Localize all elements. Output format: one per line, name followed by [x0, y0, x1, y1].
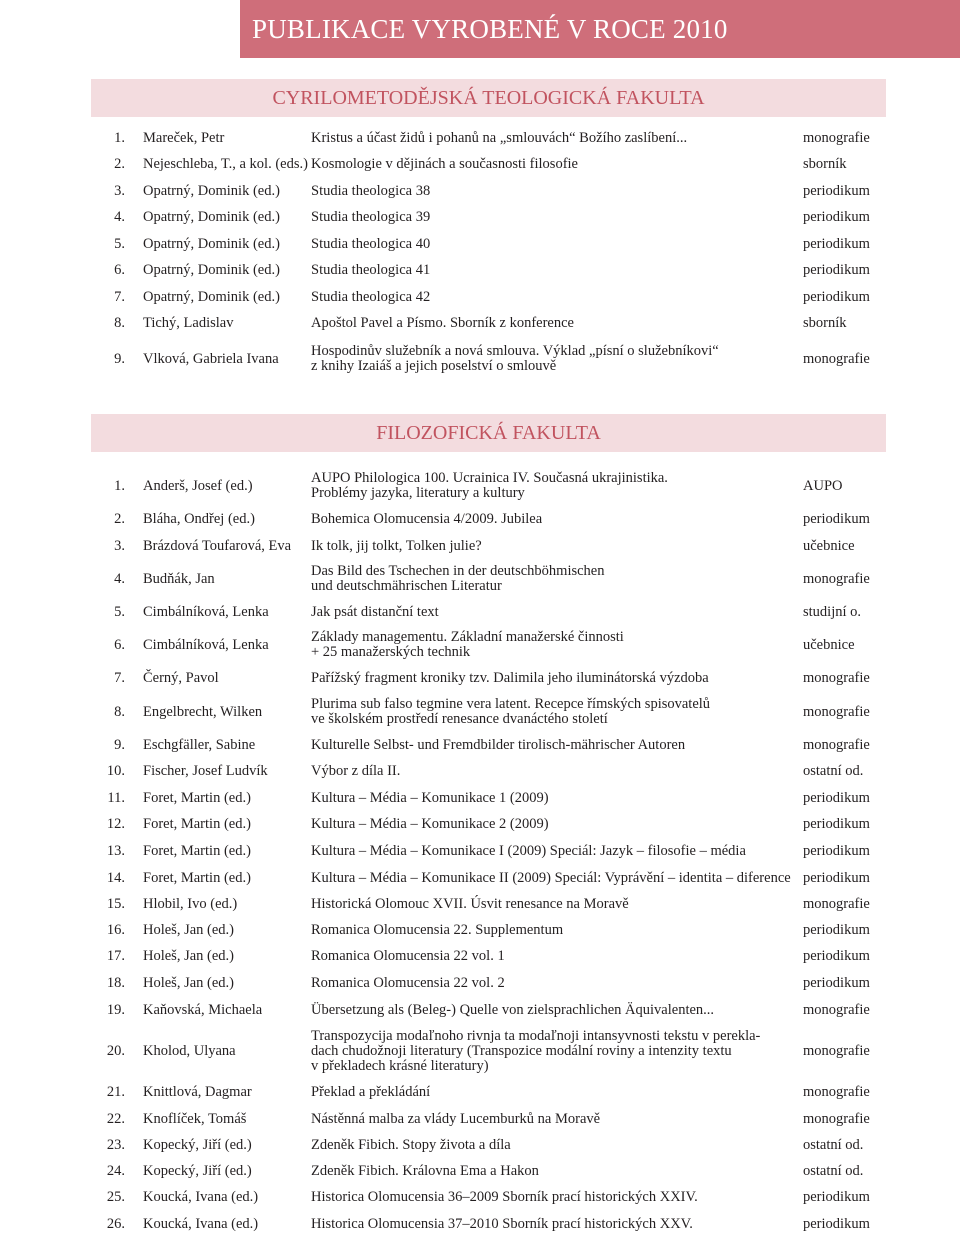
- row-title: [311, 817, 796, 832]
- row-title-line: Historica Olomucensia 36–2009 Sborník prací historických XXIV.: [311, 1188, 698, 1205]
- row-number: 4.: [114, 570, 125, 587]
- row-type: periodikum: [803, 182, 870, 199]
- row-number: 4.: [114, 208, 125, 225]
- row-type: periodikum: [803, 1215, 870, 1232]
- row-number: 17.: [106, 947, 125, 964]
- row-type: učebnice: [803, 636, 855, 653]
- row-title: [311, 184, 796, 199]
- row-number: 24.: [106, 1162, 125, 1179]
- row-title: [311, 1138, 796, 1153]
- row-author: Opatrný, Dominik (ed.): [143, 208, 280, 225]
- row-title: [311, 671, 796, 686]
- row-title-line: und deutschmährischen Literatur: [311, 578, 502, 594]
- row-title-line: z knihy Izaiáš a jejich poselství o smlouvě: [311, 358, 557, 374]
- row-title-line: Nástěnná malba za vlády Lucemburků na Moravě: [311, 1110, 601, 1127]
- row-title-line: Historická Olomouc XVII. Úsvit renesance na Moravě: [311, 895, 629, 912]
- row-number: 26.: [106, 1215, 125, 1232]
- row-author: Hlobil, Ivo (ed.): [143, 895, 238, 912]
- row-type: monografie: [803, 1110, 870, 1127]
- row-author: Koucká, Ivana (ed.): [143, 1188, 259, 1205]
- row-type: monografie: [803, 129, 870, 146]
- row-author: Koucká, Ivana (ed.): [143, 1215, 259, 1232]
- row-type: periodikum: [803, 261, 870, 278]
- row-author: Opatrný, Dominik (ed.): [143, 261, 280, 278]
- row-title: [311, 344, 796, 374]
- row-title-line: Kultura – Média – Komunikace I (2009) Speciál: Jazyk – filosofie – média: [311, 842, 746, 859]
- row-title-line: Problémy jazyka, literatury a kultury: [311, 485, 525, 501]
- row-type: monografie: [803, 669, 870, 686]
- row-title-line: Studia theologica 41: [311, 261, 431, 278]
- row-title: [311, 897, 796, 912]
- row-title-line: Apoštol Pavel a Písmo. Sborník z konference: [311, 314, 574, 331]
- row-number: 6.: [114, 261, 125, 278]
- row-title-line: Romanica Olomucensia 22. Supplementum: [311, 921, 564, 938]
- row-author: Holeš, Jan (ed.): [143, 974, 235, 991]
- row-author: Vlková, Gabriela Ivana: [143, 350, 279, 367]
- row-title-line: Ik tolk, jij tolkt, Tolken julie?: [311, 537, 482, 554]
- row-author: Budňák, Jan: [143, 570, 215, 587]
- row-title: [311, 539, 796, 554]
- row-title: [311, 512, 796, 527]
- row-title: [311, 697, 796, 727]
- row-title-line: Romanica Olomucensia 22 vol. 2: [311, 974, 505, 991]
- row-type: učebnice: [803, 537, 855, 554]
- row-title: [311, 738, 796, 753]
- row-type: sborník: [803, 155, 847, 172]
- row-type: periodikum: [803, 921, 870, 938]
- row-type: monografie: [803, 350, 870, 367]
- row-number: 2.: [114, 155, 125, 172]
- row-type: periodikum: [803, 510, 870, 527]
- row-number: 19.: [106, 1001, 125, 1018]
- row-type: monografie: [803, 1083, 870, 1100]
- row-author: Kopecký, Jiří (ed.): [143, 1136, 252, 1153]
- row-title-line: Jak psát distanční text: [311, 603, 439, 620]
- row-type: AUPO: [803, 477, 843, 494]
- row-author: Fischer, Josef Ludvík: [143, 762, 268, 779]
- row-title: [311, 290, 796, 305]
- row-number: 5.: [114, 235, 125, 252]
- row-number: 6.: [114, 636, 125, 653]
- row-title-line: Výbor z díla II.: [311, 762, 401, 779]
- row-author: Foret, Martin (ed.): [143, 869, 251, 886]
- row-number: 11.: [107, 789, 125, 806]
- row-author: Knoflíček, Tomáš: [143, 1110, 247, 1127]
- row-title-line: Kosmologie v dějinách a současnosti filosofie: [311, 155, 578, 172]
- row-type: periodikum: [803, 208, 870, 225]
- row-author: Černý, Pavol: [143, 669, 219, 686]
- row-type: monografie: [803, 570, 870, 587]
- row-title-line: + 25 manažerských technik: [311, 644, 471, 660]
- row-number: 5.: [114, 603, 125, 620]
- row-title-line: Kulturelle Selbst- und Fremdbilder tirolisch-mährischer Autoren: [311, 736, 686, 753]
- row-title: [311, 949, 796, 964]
- row-title-line: dach chudožnoji literatury (Transpozice modální roviny a intenzity textu: [311, 1042, 732, 1059]
- row-author: Kaňovská, Michaela: [143, 1001, 263, 1018]
- row-title: [311, 764, 796, 779]
- row-author: Holeš, Jan (ed.): [143, 921, 235, 938]
- row-type: periodikum: [803, 842, 870, 859]
- row-title: [311, 791, 796, 806]
- row-author: Bláha, Ondřej (ed.): [143, 510, 255, 527]
- row-author: Engelbrecht, Wilken: [143, 703, 263, 720]
- row-number: 3.: [114, 182, 125, 199]
- page-title: PUBLIKACE VYROBENÉ V ROCE 2010: [252, 14, 728, 44]
- row-type: monografie: [803, 703, 870, 720]
- row-title: [311, 1029, 796, 1074]
- row-title-line: Hospodinův služebník a nová smlouva. Výklad „písní o služebníkovi“: [311, 343, 719, 359]
- row-title-line: Historica Olomucensia 37–2010 Sborník prací historických XXV.: [311, 1215, 693, 1232]
- row-title: [311, 844, 796, 859]
- row-title: [311, 976, 796, 991]
- row-number: 18.: [106, 974, 125, 991]
- row-type: monografie: [803, 1001, 870, 1018]
- row-number: 1.: [114, 477, 125, 494]
- row-author: Nejeschleba, T., a kol. (eds.): [143, 155, 308, 172]
- row-title-line: AUPO Philologica 100. Ucrainica IV. Současná ukrajinistika.: [311, 470, 668, 486]
- row-number: 23.: [106, 1136, 125, 1153]
- row-type: periodikum: [803, 288, 870, 305]
- row-number: 21.: [106, 1083, 125, 1100]
- row-title-line: Kristus a účast židů i pohanů na „smlouvách“ Božího zaslíbení...: [311, 129, 688, 146]
- row-author: Holeš, Jan (ed.): [143, 947, 235, 964]
- row-number: 22.: [106, 1110, 125, 1127]
- row-title: [311, 157, 796, 172]
- row-title-line: Kultura – Média – Komunikace II (2009) Speciál: Vyprávění – identita – diference: [311, 869, 791, 886]
- row-title-line: Transpozycija modaľnoho rivnja ta modaľnoji intansyvnosti tekstu v perekla-: [311, 1027, 761, 1044]
- row-author: Cimbálníková, Lenka: [143, 603, 269, 620]
- row-number: 25.: [106, 1188, 125, 1205]
- row-title-line: Studia theologica 42: [311, 288, 431, 305]
- row-type: monografie: [803, 736, 870, 753]
- row-title: [311, 1190, 796, 1205]
- row-title: [311, 1164, 796, 1179]
- row-author: Anderš, Josef (ed.): [143, 477, 253, 494]
- row-title-line: v překladech krásné literatury): [311, 1057, 489, 1074]
- section-header-ctf: [91, 79, 886, 117]
- row-number: 9.: [114, 350, 125, 367]
- row-title-line: Das Bild des Tschechen in der deutschböhmischen: [311, 563, 605, 579]
- row-number: 15.: [106, 895, 125, 912]
- row-number: 7.: [114, 288, 125, 305]
- row-number: 13.: [106, 842, 125, 859]
- row-title: [311, 923, 796, 938]
- row-title-line: Übersetzung als (Beleg-) Quelle von zielsprachlichen Äquivalenten...: [311, 1001, 715, 1018]
- row-number: 9.: [114, 736, 125, 753]
- row-author: Foret, Martin (ed.): [143, 789, 251, 806]
- row-title-line: Studia theologica 40: [311, 235, 431, 252]
- row-type: sborník: [803, 314, 847, 331]
- row-number: 3.: [114, 537, 125, 554]
- row-type: periodikum: [803, 869, 870, 886]
- row-type: periodikum: [803, 789, 870, 806]
- row-type: ostatní od.: [803, 762, 864, 779]
- row-number: 20.: [106, 1042, 125, 1059]
- row-title: [311, 605, 796, 620]
- row-number: 8.: [114, 314, 125, 331]
- row-title: [311, 471, 796, 501]
- row-author: Opatrný, Dominik (ed.): [143, 182, 280, 199]
- row-type: studijní o.: [803, 603, 862, 620]
- row-type: ostatní od.: [803, 1136, 864, 1153]
- row-title: [311, 871, 796, 886]
- row-number: 1.: [114, 129, 125, 146]
- row-author: Kopecký, Jiří (ed.): [143, 1162, 252, 1179]
- row-type: periodikum: [803, 974, 870, 991]
- row-number: 14.: [106, 869, 125, 886]
- row-type: periodikum: [803, 815, 870, 832]
- row-title-line: Romanica Olomucensia 22 vol. 1: [311, 947, 505, 964]
- row-number: 2.: [114, 510, 125, 527]
- row-title-line: Studia theologica 38: [311, 182, 431, 199]
- row-type: periodikum: [803, 947, 870, 964]
- section-title: CYRILOMETODĚJSKÁ TEOLOGICKÁ FAKULTA: [272, 87, 705, 109]
- row-title: [311, 316, 796, 331]
- row-title-line: Překlad a překládání: [311, 1083, 431, 1100]
- row-author: Opatrný, Dominik (ed.): [143, 235, 280, 252]
- row-number: 7.: [114, 669, 125, 686]
- row-title: [311, 1112, 796, 1127]
- row-number: 16.: [106, 921, 125, 938]
- row-type: ostatní od.: [803, 1162, 864, 1179]
- row-title-line: Bohemica Olomucensia 4/2009. Jubilea: [311, 510, 543, 527]
- row-title: [311, 1003, 796, 1018]
- row-type: periodikum: [803, 1188, 870, 1205]
- row-title: [311, 564, 796, 594]
- row-title-line: Studia theologica 39: [311, 208, 431, 225]
- row-number: 12.: [106, 815, 125, 832]
- row-title-line: ve školském prostředí renesance dvanáctého století: [311, 711, 608, 727]
- row-author: Opatrný, Dominik (ed.): [143, 288, 280, 305]
- row-title: [311, 1085, 796, 1100]
- row-type: monografie: [803, 895, 870, 912]
- row-author: Eschgfäller, Sabine: [143, 736, 256, 753]
- row-number: 10.: [106, 762, 125, 779]
- row-title: [311, 210, 796, 225]
- row-title: [311, 630, 796, 660]
- row-author: Kholod, Ulyana: [143, 1042, 236, 1059]
- page-banner: [240, 0, 960, 58]
- section-title: FILOZOFICKÁ FAKULTA: [376, 422, 601, 444]
- row-type: monografie: [803, 1042, 870, 1059]
- row-type: periodikum: [803, 235, 870, 252]
- row-title-line: Pařížský fragment kroniky tzv. Dalimila jeho iluminátorská výzdoba: [311, 669, 709, 686]
- row-author: Mareček, Petr: [143, 129, 225, 146]
- row-author: Cimbálníková, Lenka: [143, 636, 269, 653]
- row-title-line: Zdeněk Fibich. Stopy života a díla: [311, 1136, 511, 1153]
- row-title: [311, 263, 796, 278]
- row-author: Tichý, Ladislav: [143, 314, 234, 331]
- row-author: Brázdová Toufarová, Eva: [143, 537, 292, 554]
- row-title-line: Zdeněk Fibich. Královna Ema a Hakon: [311, 1162, 539, 1179]
- row-title-line: Kultura – Média – Komunikace 2 (2009): [311, 815, 549, 832]
- row-title-line: Základy managementu. Základní manažerské činnosti: [311, 629, 624, 645]
- row-author: Knittlová, Dagmar: [143, 1083, 252, 1100]
- row-title: [311, 131, 796, 146]
- row-title: [311, 237, 796, 252]
- row-title-line: Kultura – Média – Komunikace 1 (2009): [311, 789, 549, 806]
- row-author: Foret, Martin (ed.): [143, 842, 251, 859]
- section-header-ff: [91, 414, 886, 452]
- row-title: [311, 1217, 796, 1232]
- row-title-line: Plurima sub falso tegmine vera latent. Recepce římských spisovatelů: [311, 696, 711, 712]
- row-number: 8.: [114, 703, 125, 720]
- row-author: Foret, Martin (ed.): [143, 815, 251, 832]
